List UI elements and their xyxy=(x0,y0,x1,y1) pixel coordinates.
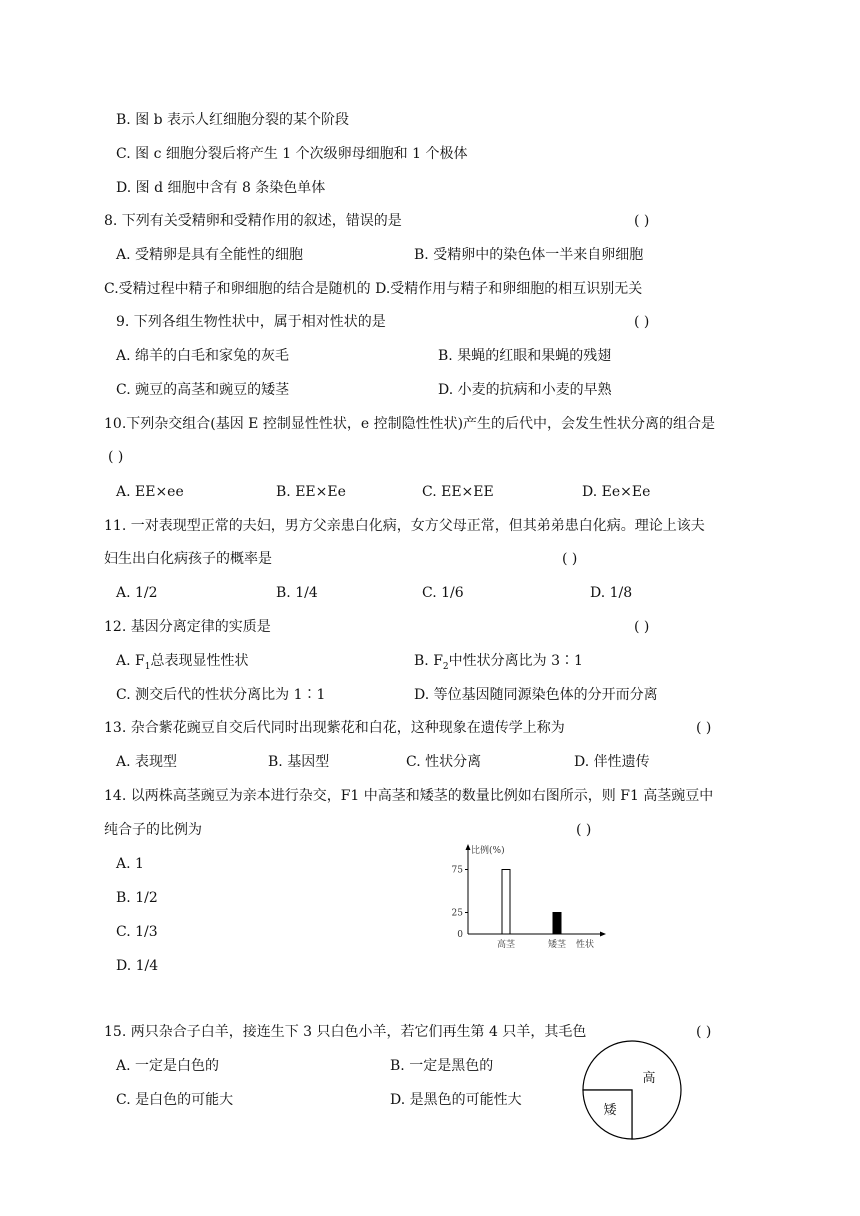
q11-answer-paren: ( ) xyxy=(562,551,578,567)
q14-option-b: B. 1/2 xyxy=(116,890,158,906)
q13-stem: 13. 杂合紫花豌豆自交后代同时出现紫花和白花，这种现象在遗传学上称为 xyxy=(104,720,565,736)
x-axis-arrow xyxy=(600,932,606,937)
q7-option-d: D. 图 d 细胞中含有 8 条染色单体 xyxy=(116,180,326,196)
q12-option-b-subscript: 2 xyxy=(442,661,449,672)
y-axis-label: 比例(%) xyxy=(471,846,505,856)
q15-option-c: C. 是白色的可能大 xyxy=(116,1092,234,1108)
q14-option-a: A. 1 xyxy=(116,856,144,872)
q12-option-a-text: 总表现显性性状 xyxy=(150,653,249,669)
category-label: 矮茎 xyxy=(547,940,567,950)
q12-option-a xyxy=(116,651,248,677)
q10-stem: 10.下列杂交组合(基因 E 控制显性性状，e 控制隐性性状)产生的后代中，会发生性状分离的组合是 xyxy=(104,416,716,432)
q9-option-d: D. 小麦的抗病和小麦的早熟 xyxy=(438,382,612,398)
q14-option-d: D. 1/4 xyxy=(116,958,159,974)
ratio-bar-chart xyxy=(440,840,610,955)
bar xyxy=(502,870,510,935)
y-tick-label: 75 xyxy=(451,865,463,876)
y-axis-arrow xyxy=(466,844,471,850)
q8-answer-paren: ( ) xyxy=(634,213,650,229)
q8-stem: 8. 下列有关受精卵和受精作用的叙述，错误的是 xyxy=(104,213,402,229)
q15-option-d: D. 是黑色的可能性大 xyxy=(390,1092,522,1108)
q11-option-a: A. 1/2 xyxy=(116,585,158,601)
q12-answer-paren: ( ) xyxy=(634,619,650,635)
bar xyxy=(553,913,561,935)
q15-option-a: A. 一定是白色的 xyxy=(116,1058,220,1074)
pie-slices xyxy=(583,1041,681,1139)
q12-option-b-text: 中性状分离比为 3∶1 xyxy=(448,653,583,669)
category-labels xyxy=(497,938,567,950)
bars xyxy=(502,870,561,935)
q9-answer-paren: ( ) xyxy=(634,314,650,330)
q14-option-c: C. 1/3 xyxy=(116,924,158,940)
q11-option-d: D. 1/8 xyxy=(590,585,633,601)
q13-option-d: D. 伴性遗传 xyxy=(574,754,650,770)
q11-option-c: C. 1/6 xyxy=(422,585,464,601)
q10-answer-paren: ( ) xyxy=(108,449,124,465)
q14-answer-paren: ( ) xyxy=(576,822,592,838)
q8-option-a: A. 受精卵是具有全能性的细胞 xyxy=(116,247,304,263)
q7-option-c: C. 图 c 细胞分裂后将产生 1 个次级卵母细胞和 1 个极体 xyxy=(116,146,468,162)
q12-stem: 12. 基因分离定律的实质是 xyxy=(104,619,271,635)
q13-option-b: B. 基因型 xyxy=(268,754,330,770)
q8-option-b: B. 受精卵中的染色体一半来自卵细胞 xyxy=(414,247,644,263)
q13-option-c: C. 性状分离 xyxy=(406,754,482,770)
q11-option-b: B. 1/4 xyxy=(276,585,318,601)
q10-option-a: A. EE×ee xyxy=(116,484,184,500)
q12-option-b-prefix: B. F xyxy=(414,653,443,669)
q11-stem-line1: 11. 一对表现型正常的夫妇，男方父亲患白化病，女方父母正常，但其弟弟患白化病。理论上该夫 xyxy=(104,518,705,534)
q8-option-cd: C.受精过程中精子和卵细胞的结合是随机的 D.受精作用与精子和卵细胞的相互识别无关 xyxy=(104,281,643,297)
q11-stem-line2: 妇生出白化病孩子的概率是 xyxy=(104,551,272,567)
pie-label: 矮 xyxy=(603,1103,617,1118)
y-ticks xyxy=(452,866,468,941)
q10-option-b: B. EE×Ee xyxy=(276,484,346,500)
q9-option-c: C. 豌豆的高茎和豌豆的矮茎 xyxy=(116,382,290,398)
category-label: 高茎 xyxy=(496,940,516,950)
q12-option-a-prefix: A. F xyxy=(116,653,145,669)
q15-option-b: B. 一定是黑色的 xyxy=(390,1058,494,1074)
q9-option-a: A. 绵羊的白毛和家兔的灰毛 xyxy=(116,348,290,364)
y-tick-label: 0 xyxy=(457,930,463,940)
q12-option-b xyxy=(414,651,583,677)
q12-option-c: C. 测交后代的性状分离比为 1∶1 xyxy=(116,687,326,703)
q12-option-d: D. 等位基因随同源染色体的分开而分离 xyxy=(414,687,658,703)
q9-option-b: B. 果蝇的红眼和果蝇的残翅 xyxy=(438,348,612,364)
q12-option-a-subscript: 1 xyxy=(144,661,151,672)
q9-stem: 9. 下列各组生物性状中，属于相对性状的是 xyxy=(116,314,386,330)
q14-stem-line2: 纯合子的比例为 xyxy=(104,822,202,838)
q13-option-a: A. 表现型 xyxy=(116,754,178,770)
q7-option-b: B. 图 b 表示人红细胞分裂的某个阶段 xyxy=(116,112,350,128)
q15-stem: 15. 两只杂合子白羊，接连生下 3 只白色小羊，若它们再生第 4 只羊，其毛色 xyxy=(104,1024,587,1040)
q13-answer-paren: ( ) xyxy=(696,720,712,736)
q10-option-c: C. EE×EE xyxy=(422,484,494,500)
y-tick-label: 25 xyxy=(451,908,463,919)
q14-stem-line1: 14. 以两株高茎豌豆为亲本进行杂交，F1 中高茎和矮茎的数量比例如右图所示，则 F1 高茎豌豆中 xyxy=(104,788,714,804)
q15-answer-paren: ( ) xyxy=(696,1024,712,1040)
q10-option-d: D. Ee×Ee xyxy=(582,484,651,500)
x-axis-label: 性状 xyxy=(576,940,595,950)
ratio-pie-chart xyxy=(580,1038,684,1142)
pie-label: 高 xyxy=(642,1071,656,1086)
